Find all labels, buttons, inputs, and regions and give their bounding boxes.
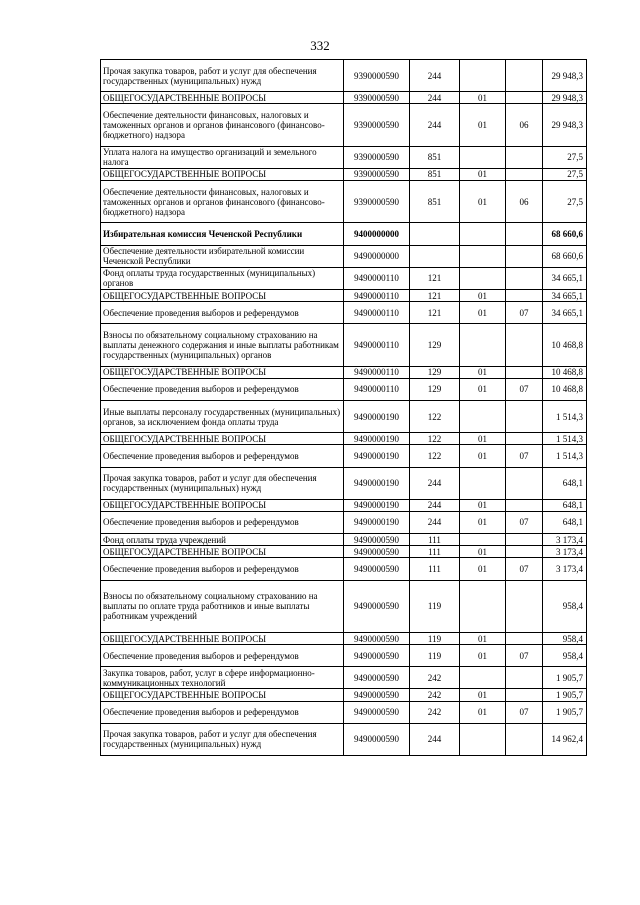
row-pr-cell	[506, 499, 543, 511]
row-sum-cell: 68 660,6	[543, 245, 587, 267]
row-pr-cell	[506, 467, 543, 499]
row-name-cell: Обеспечение проведения выборов и референдумов	[101, 645, 344, 667]
row-vr-cell: 129	[410, 324, 460, 366]
row-pr-cell	[506, 146, 543, 168]
row-rz-cell: 01	[460, 104, 506, 146]
row-rz-cell: 01	[460, 302, 506, 324]
row-sum-cell: 958,4	[543, 645, 587, 667]
row-rz-cell: 01	[460, 378, 506, 400]
budget-table-body	[101, 60, 587, 756]
row-pr-cell	[506, 433, 543, 445]
row-sum-cell: 648,1	[543, 511, 587, 533]
row-pr-cell	[506, 223, 543, 245]
row-rz-cell	[460, 245, 506, 267]
row-vr-cell: 119	[410, 645, 460, 667]
row-name-cell: ОБЩЕГОСУДАРСТВЕННЫЕ ВОПРОСЫ	[101, 689, 344, 701]
row-csr-cell: 9490000590	[344, 689, 410, 701]
row-name-cell: Обеспечение деятельности финансовых, налоговых и таможенных органов и органов финансового (финансово-бюджетного) надзора	[101, 181, 344, 223]
row-vr-cell: 242	[410, 689, 460, 701]
table-row	[101, 400, 587, 432]
row-sum-cell: 27,5	[543, 146, 587, 168]
row-rz-cell	[460, 267, 506, 289]
row-sum-cell: 27,5	[543, 168, 587, 180]
row-vr-cell: 244	[410, 92, 460, 104]
row-vr-cell: 122	[410, 433, 460, 445]
row-name-cell: Прочая закупка товаров, работ и услуг для обеспечения государственных (муниципальных) нужд	[101, 60, 344, 92]
row-rz-cell: 01	[460, 546, 506, 558]
table-row	[101, 645, 587, 667]
row-rz-cell: 01	[460, 511, 506, 533]
row-csr-cell: 9400000000	[344, 223, 410, 245]
row-vr-cell: 129	[410, 366, 460, 378]
row-csr-cell: 9490000190	[344, 499, 410, 511]
row-name-cell: Обеспечение проведения выборов и референдумов	[101, 701, 344, 723]
row-sum-cell: 1 905,7	[543, 667, 587, 689]
row-csr-cell: 9490000590	[344, 701, 410, 723]
row-rz-cell	[460, 324, 506, 366]
row-vr-cell: 242	[410, 667, 460, 689]
row-rz-cell	[460, 580, 506, 633]
row-vr-cell: 119	[410, 633, 460, 645]
row-vr-cell	[410, 223, 460, 245]
table-row	[101, 546, 587, 558]
row-pr-cell	[506, 546, 543, 558]
row-sum-cell: 27,5	[543, 181, 587, 223]
row-rz-cell: 01	[460, 499, 506, 511]
row-sum-cell: 648,1	[543, 467, 587, 499]
row-sum-cell: 34 665,1	[543, 302, 587, 324]
budget-table	[100, 59, 587, 756]
row-rz-cell	[460, 60, 506, 92]
table-row	[101, 267, 587, 289]
row-csr-cell: 9390000590	[344, 146, 410, 168]
table-row	[101, 324, 587, 366]
row-name-cell: ОБЩЕГОСУДАРСТВЕННЫЕ ВОПРОСЫ	[101, 290, 344, 302]
row-sum-cell: 958,4	[543, 633, 587, 645]
row-pr-cell	[506, 267, 543, 289]
row-pr-cell	[506, 534, 543, 546]
table-row	[101, 290, 587, 302]
row-rz-cell	[460, 146, 506, 168]
row-csr-cell: 9490000110	[344, 366, 410, 378]
row-pr-cell	[506, 633, 543, 645]
table-row	[101, 223, 587, 245]
row-csr-cell: 9490000000	[344, 245, 410, 267]
row-vr-cell: 851	[410, 181, 460, 223]
row-csr-cell: 9490000590	[344, 667, 410, 689]
row-pr-cell: 06	[506, 181, 543, 223]
row-pr-cell: 07	[506, 511, 543, 533]
row-csr-cell: 9490000590	[344, 558, 410, 580]
row-rz-cell	[460, 723, 506, 755]
row-pr-cell: 07	[506, 558, 543, 580]
row-csr-cell: 9490000590	[344, 645, 410, 667]
row-sum-cell: 3 173,4	[543, 534, 587, 546]
row-name-cell: Прочая закупка товаров, работ и услуг для обеспечения государственных (муниципальных) нужд	[101, 467, 344, 499]
page-number: 332	[310, 38, 330, 53]
row-csr-cell: 9390000590	[344, 104, 410, 146]
row-csr-cell: 9490000190	[344, 400, 410, 432]
table-row	[101, 168, 587, 180]
row-sum-cell: 29 948,3	[543, 92, 587, 104]
row-sum-cell: 10 468,8	[543, 378, 587, 400]
row-name-cell: Обеспечение проведения выборов и референдумов	[101, 445, 344, 467]
table-row	[101, 104, 587, 146]
table-row	[101, 92, 587, 104]
table-row	[101, 499, 587, 511]
row-pr-cell	[506, 689, 543, 701]
row-sum-cell: 29 948,3	[543, 104, 587, 146]
row-name-cell: ОБЩЕГОСУДАРСТВЕННЫЕ ВОПРОСЫ	[101, 433, 344, 445]
row-sum-cell: 1 905,7	[543, 701, 587, 723]
table-row	[101, 558, 587, 580]
row-sum-cell: 3 173,4	[543, 558, 587, 580]
row-rz-cell: 01	[460, 689, 506, 701]
table-row	[101, 467, 587, 499]
row-vr-cell: 121	[410, 302, 460, 324]
row-vr-cell: 244	[410, 104, 460, 146]
row-pr-cell	[506, 667, 543, 689]
row-csr-cell: 9490000110	[344, 267, 410, 289]
row-vr-cell: 242	[410, 701, 460, 723]
row-csr-cell: 9390000590	[344, 181, 410, 223]
row-vr-cell: 122	[410, 400, 460, 432]
row-name-cell: ОБЩЕГОСУДАРСТВЕННЫЕ ВОПРОСЫ	[101, 366, 344, 378]
row-vr-cell: 244	[410, 499, 460, 511]
row-csr-cell: 9490000110	[344, 324, 410, 366]
table-row	[101, 245, 587, 267]
row-vr-cell: 244	[410, 511, 460, 533]
row-name-cell: Обеспечение проведения выборов и референдумов	[101, 378, 344, 400]
table-row	[101, 146, 587, 168]
row-rz-cell: 01	[460, 645, 506, 667]
row-pr-cell: 07	[506, 445, 543, 467]
table-row	[101, 633, 587, 645]
row-vr-cell: 122	[410, 445, 460, 467]
row-pr-cell: 07	[506, 378, 543, 400]
row-csr-cell: 9490000590	[344, 633, 410, 645]
row-name-cell: Фонд оплаты труда учреждений	[101, 534, 344, 546]
row-pr-cell: 07	[506, 645, 543, 667]
row-vr-cell: 244	[410, 723, 460, 755]
row-name-cell: Взносы по обязательному социальному страхованию на выплаты по оплате труда работников и иные выплаты работникам учреждений	[101, 580, 344, 633]
row-sum-cell: 29 948,3	[543, 60, 587, 92]
row-pr-cell	[506, 366, 543, 378]
row-pr-cell	[506, 723, 543, 755]
row-vr-cell: 111	[410, 558, 460, 580]
row-rz-cell: 01	[460, 290, 506, 302]
row-pr-cell: 06	[506, 104, 543, 146]
row-pr-cell	[506, 290, 543, 302]
row-rz-cell: 01	[460, 181, 506, 223]
row-name-cell: ОБЩЕГОСУДАРСТВЕННЫЕ ВОПРОСЫ	[101, 92, 344, 104]
row-csr-cell: 9490000590	[344, 580, 410, 633]
table-row	[101, 689, 587, 701]
row-vr-cell: 119	[410, 580, 460, 633]
row-csr-cell: 9390000590	[344, 168, 410, 180]
row-sum-cell: 1 514,3	[543, 433, 587, 445]
row-csr-cell: 9490000190	[344, 511, 410, 533]
row-sum-cell: 1 905,7	[543, 689, 587, 701]
row-rz-cell: 01	[460, 701, 506, 723]
row-vr-cell: 851	[410, 146, 460, 168]
row-pr-cell: 07	[506, 302, 543, 324]
table-row	[101, 667, 587, 689]
row-name-cell: Прочая закупка товаров, работ и услуг для обеспечения государственных (муниципальных) нужд	[101, 723, 344, 755]
row-pr-cell	[506, 324, 543, 366]
table-row	[101, 580, 587, 633]
row-rz-cell: 01	[460, 558, 506, 580]
table-row	[101, 378, 587, 400]
row-rz-cell: 01	[460, 445, 506, 467]
row-sum-cell: 34 665,1	[543, 290, 587, 302]
table-row	[101, 366, 587, 378]
row-pr-cell	[506, 245, 543, 267]
row-rz-cell: 01	[460, 433, 506, 445]
row-name-cell: Уплата налога на имущество организаций и земельного налога	[101, 146, 344, 168]
row-name-cell: Обеспечение деятельности избирательной комиссии Чеченской Республики	[101, 245, 344, 267]
table-row	[101, 433, 587, 445]
row-name-cell: Обеспечение деятельности финансовых, налоговых и таможенных органов и органов финансового (финансово-бюджетного) надзора	[101, 104, 344, 146]
table-row	[101, 60, 587, 92]
row-csr-cell: 9490000590	[344, 546, 410, 558]
row-rz-cell: 01	[460, 168, 506, 180]
row-rz-cell	[460, 667, 506, 689]
row-vr-cell: 121	[410, 267, 460, 289]
row-rz-cell	[460, 534, 506, 546]
row-csr-cell: 9490000190	[344, 445, 410, 467]
row-pr-cell	[506, 60, 543, 92]
row-sum-cell: 34 665,1	[543, 267, 587, 289]
row-csr-cell: 9390000590	[344, 60, 410, 92]
row-csr-cell: 9490000110	[344, 290, 410, 302]
row-name-cell: Иные выплаты персоналу государственных (муниципальных) органов, за исключением фонда оплаты труда	[101, 400, 344, 432]
row-name-cell: ОБЩЕГОСУДАРСТВЕННЫЕ ВОПРОСЫ	[101, 168, 344, 180]
row-rz-cell	[460, 400, 506, 432]
row-csr-cell: 9490000190	[344, 433, 410, 445]
row-name-cell: Обеспечение проведения выборов и референдумов	[101, 511, 344, 533]
row-sum-cell: 10 468,8	[543, 324, 587, 366]
table-row	[101, 511, 587, 533]
row-sum-cell: 1 514,3	[543, 445, 587, 467]
row-csr-cell: 9490000110	[344, 302, 410, 324]
row-name-cell: Избирательная комиссия Чеченской Республики	[101, 223, 344, 245]
row-name-cell: Обеспечение проведения выборов и референдумов	[101, 302, 344, 324]
row-pr-cell	[506, 580, 543, 633]
row-rz-cell: 01	[460, 366, 506, 378]
row-sum-cell: 1 514,3	[543, 400, 587, 432]
table-row	[101, 723, 587, 755]
row-sum-cell: 3 173,4	[543, 546, 587, 558]
row-csr-cell: 9490000110	[344, 378, 410, 400]
row-vr-cell: 129	[410, 378, 460, 400]
row-name-cell: Фонд оплаты труда государственных (муниципальных) органов	[101, 267, 344, 289]
row-csr-cell: 9490000190	[344, 467, 410, 499]
row-csr-cell: 9490000590	[344, 534, 410, 546]
row-vr-cell: 244	[410, 60, 460, 92]
row-name-cell: Закупка товаров, работ, услуг в сфере информационно-коммуникационных технологий	[101, 667, 344, 689]
row-name-cell: Обеспечение проведения выборов и референдумов	[101, 558, 344, 580]
row-sum-cell: 648,1	[543, 499, 587, 511]
row-vr-cell: 244	[410, 467, 460, 499]
row-vr-cell: 851	[410, 168, 460, 180]
row-pr-cell	[506, 92, 543, 104]
row-sum-cell: 958,4	[543, 580, 587, 633]
row-vr-cell: 121	[410, 290, 460, 302]
table-row	[101, 302, 587, 324]
row-pr-cell	[506, 400, 543, 432]
table-row	[101, 534, 587, 546]
row-pr-cell: 07	[506, 701, 543, 723]
row-vr-cell: 111	[410, 534, 460, 546]
row-sum-cell: 14 962,4	[543, 723, 587, 755]
row-rz-cell: 01	[460, 633, 506, 645]
table-row	[101, 701, 587, 723]
row-name-cell: ОБЩЕГОСУДАРСТВЕННЫЕ ВОПРОСЫ	[101, 499, 344, 511]
row-sum-cell: 68 660,6	[543, 223, 587, 245]
table-row	[101, 181, 587, 223]
row-name-cell: ОБЩЕГОСУДАРСТВЕННЫЕ ВОПРОСЫ	[101, 546, 344, 558]
row-vr-cell: 111	[410, 546, 460, 558]
row-name-cell: Взносы по обязательному социальному страхованию на выплаты денежного содержания и иные выплаты работникам государственных (муниципальных) органов	[101, 324, 344, 366]
table-row	[101, 445, 587, 467]
row-vr-cell	[410, 245, 460, 267]
row-name-cell: ОБЩЕГОСУДАРСТВЕННЫЕ ВОПРОСЫ	[101, 633, 344, 645]
row-sum-cell: 10 468,8	[543, 366, 587, 378]
row-csr-cell: 9390000590	[344, 92, 410, 104]
row-pr-cell	[506, 168, 543, 180]
row-rz-cell	[460, 223, 506, 245]
row-rz-cell	[460, 467, 506, 499]
row-rz-cell: 01	[460, 92, 506, 104]
row-csr-cell: 9490000590	[344, 723, 410, 755]
